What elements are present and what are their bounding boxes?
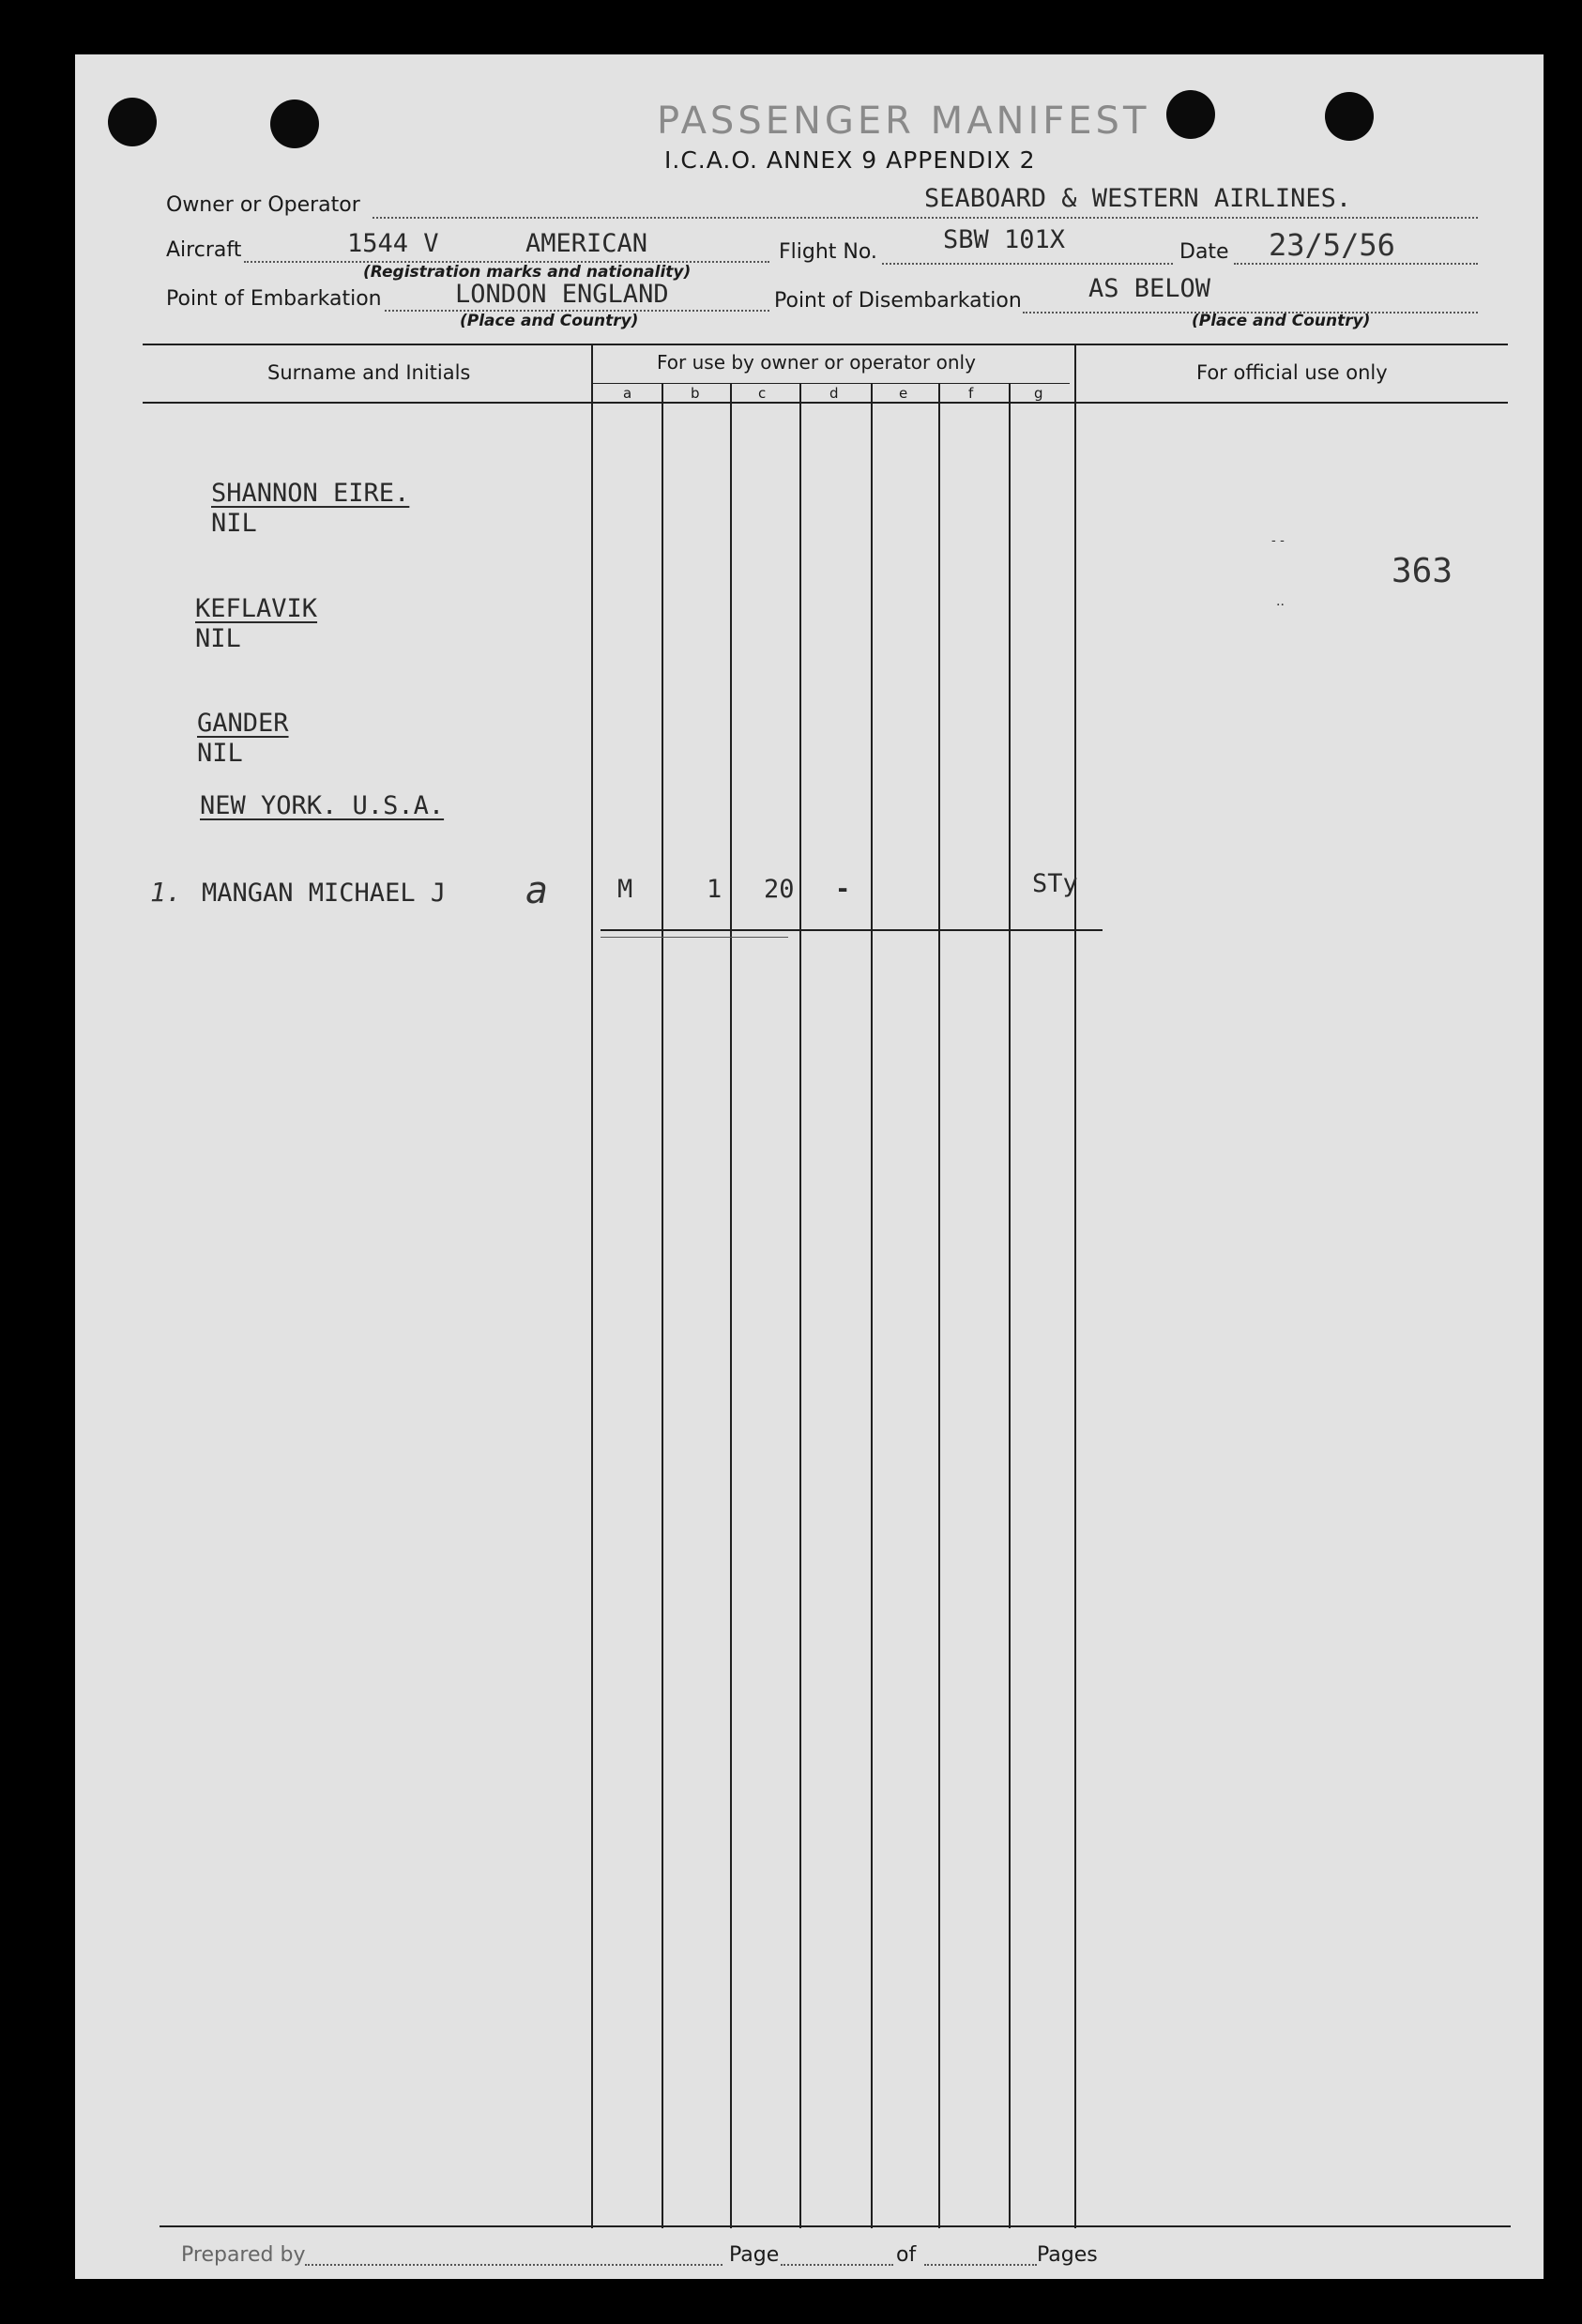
subcol-label-c: c <box>758 385 767 402</box>
of-dotline <box>924 2264 1037 2266</box>
disembarkation-label: Point of Disembarkation <box>774 289 1022 313</box>
passenger-number: 1. <box>150 877 182 908</box>
owner-label: Owner or Operator <box>166 193 360 217</box>
passenger-name: MANGAN MICHAEL J <box>202 879 447 908</box>
table-header-rule <box>143 402 1508 404</box>
col-rule-6 <box>938 383 940 2228</box>
passenger-cell-a: M <box>617 875 633 904</box>
aircraft-label: Aircraft <box>166 238 242 262</box>
embarkation-note: (Place and Country) <box>460 312 639 330</box>
stop-status: NIL <box>197 739 243 768</box>
col-rule-4 <box>799 383 801 2228</box>
prepared-by-dotline <box>305 2264 723 2266</box>
punch-hole-4 <box>1325 92 1374 141</box>
subcol-label-d: d <box>829 385 839 402</box>
punch-hole-3 <box>1166 90 1215 139</box>
aircraft-registration: 1544 V <box>347 229 439 258</box>
passenger-cell-d: - <box>835 875 851 904</box>
footer-rule <box>160 2225 1511 2227</box>
owner-value: SEABOARD & WESTERN AIRLINES. <box>924 184 1352 213</box>
stop-place: KEFLAVIK <box>195 594 318 623</box>
manifest-title: PASSENGER MANIFEST <box>657 99 1150 143</box>
stop-place: GANDER <box>197 709 289 738</box>
aircraft-nationality: AMERICAN <box>525 229 648 258</box>
punch-hole-2 <box>270 99 319 148</box>
stop-status: NIL <box>211 509 257 538</box>
disembarkation-value: AS BELOW <box>1088 274 1211 303</box>
flight-label: Flight No. <box>779 240 877 264</box>
stop-place: NEW YORK. U.S.A. <box>200 791 445 820</box>
disembarkation-note: (Place and Country) <box>1192 312 1371 330</box>
subcol-label-f: f <box>968 385 974 402</box>
col-rule-1 <box>591 345 593 2228</box>
stop-place: SHANNON EIRE. <box>211 479 410 508</box>
date-dotline <box>1234 263 1478 265</box>
stop-status: NIL <box>195 624 241 653</box>
manifest-subtitle: I.C.A.O. ANNEX 9 APPENDIX 2 <box>664 146 1036 174</box>
subcol-label-g: g <box>1034 385 1043 402</box>
page-label: Page <box>729 2243 780 2267</box>
col-header-official: For official use only <box>1196 361 1388 384</box>
col-rule-3 <box>730 383 732 2228</box>
passenger-cell-b: 1 <box>707 875 723 904</box>
col-rule-5 <box>871 383 873 2228</box>
flight-dotline <box>882 263 1173 265</box>
embarkation-value: LONDON ENGLAND <box>455 280 669 309</box>
passenger-mark: a <box>525 869 549 912</box>
passenger-row-rule-2 <box>601 937 788 938</box>
punch-hole-1 <box>108 98 157 146</box>
prepared-by-label: Prepared by <box>181 2243 306 2267</box>
passenger-cell-c: 20 <box>764 875 795 904</box>
subcol-label-e: e <box>899 385 908 402</box>
speck: .. <box>1276 594 1285 609</box>
embarkation-label: Point of Embarkation <box>166 287 382 311</box>
official-number: 363 <box>1392 552 1453 590</box>
owner-dotline <box>373 217 1478 219</box>
of-label: of <box>896 2243 917 2267</box>
col-header-owner: For use by owner or operator only <box>657 351 976 374</box>
pages-label: Pages <box>1037 2243 1098 2267</box>
col-rule-7 <box>1009 383 1011 2228</box>
flight-value: SBW 101X <box>943 225 1066 254</box>
speck: - - <box>1271 533 1285 548</box>
col-rule-2 <box>662 383 663 2228</box>
subcol-label-b: b <box>691 385 700 402</box>
date-label: Date <box>1179 240 1229 264</box>
passenger-row-rule <box>601 929 1103 931</box>
subcol-label-a: a <box>623 385 632 402</box>
col-rule-8 <box>1074 345 1076 2228</box>
aircraft-note: (Registration marks and nationality) <box>363 263 692 282</box>
page-dotline <box>781 2264 893 2266</box>
manifest-page <box>75 54 1544 2279</box>
date-value: 23/5/56 <box>1269 227 1395 263</box>
passenger-cell-g: STy <box>1032 869 1078 898</box>
table-top-rule <box>143 344 1508 345</box>
col-header-surname: Surname and Initials <box>267 361 471 384</box>
